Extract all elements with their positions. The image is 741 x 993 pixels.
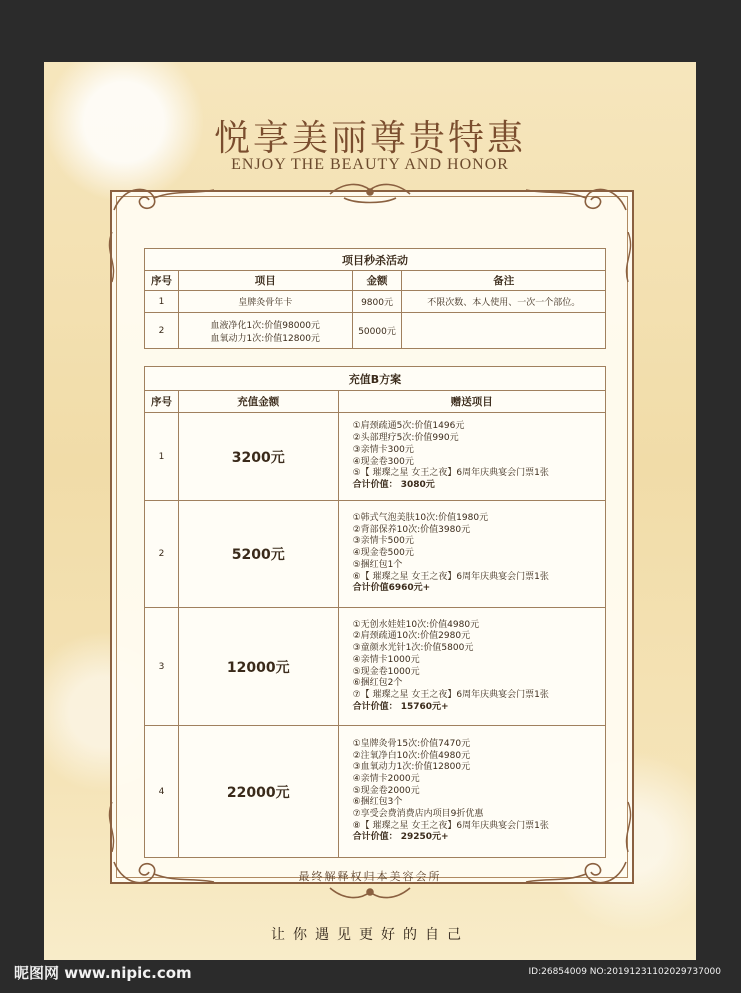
gift-total: 合计价值： 29250元+	[352, 832, 449, 843]
page-subtitle: ENJOY THE BEAUTY AND HONOR	[231, 156, 509, 173]
row-number: 4	[145, 726, 179, 858]
table-row	[145, 313, 606, 349]
gift-item: ②背部保养10次:价值3980元	[352, 524, 471, 535]
gift-item: ③童颜水光针1次:价值5800元	[352, 643, 474, 654]
item-line: 血液净化1次:价值98000元	[210, 320, 320, 331]
gift-item: ①无创水娃娃10次:价值4980元	[352, 619, 480, 630]
gift-total: 合计价值： 15760元+	[352, 701, 449, 712]
recharge-amount: 5200元	[178, 501, 338, 608]
gift-item: ④现金卷300元	[352, 456, 414, 467]
gift-item: ③亲情卡300元	[352, 444, 414, 455]
recharge-amount: 3200元	[178, 413, 338, 501]
gift-item: ②肩颈疏通10次:价值2980元	[352, 631, 471, 642]
item-name	[178, 313, 352, 349]
row-number: 1	[145, 291, 179, 313]
item-note: 不限次数、本人使用、一次一个部位。	[402, 291, 606, 313]
disclaimer: 最终解释权归本美容会所	[298, 870, 442, 883]
page-title: 悦享美丽尊贵特惠	[213, 118, 526, 159]
recharge-amount: 22000元	[178, 726, 338, 858]
gift-item: ⑤【 璀璨之星 女王之夜】6周年庆典宴会门票1张	[352, 468, 549, 479]
gift-item: ⑧【 璀璨之星 女王之夜】6周年庆典宴会门票1张	[352, 820, 549, 831]
gift-item: ⑥捆红包2个	[352, 678, 403, 689]
watermark-id: ID:26854009 NO:20191231102029737000	[528, 967, 721, 977]
watermark-logo: 昵图网 www.nipic.com	[14, 964, 192, 982]
column-header: 序号	[145, 391, 179, 413]
row-number: 2	[145, 313, 179, 349]
table-row	[145, 501, 606, 608]
gift-item: ④亲情卡1000元	[352, 654, 420, 665]
row-number: 2	[145, 501, 179, 608]
gift-item: ②头部理疗5次:价值990元	[352, 433, 459, 444]
gift-total: 合计价值： 3080元	[352, 479, 435, 490]
gift-item: ⑤现金卷1000元	[352, 666, 420, 677]
column-header: 赠送项目	[338, 391, 605, 413]
gift-item: ⑦【 璀璨之星 女王之夜】6周年庆典宴会门票1张	[352, 689, 549, 700]
gift-list	[338, 413, 605, 501]
recharge-plan-table	[144, 366, 606, 858]
gift-item: ⑤现金卷2000元	[352, 785, 420, 796]
recharge-amount: 12000元	[178, 608, 338, 726]
gift-total: 合计价值6960元+	[352, 583, 431, 594]
item-name: 皇牌灸骨年卡	[178, 291, 352, 313]
table-row	[145, 726, 606, 858]
column-header: 金额	[352, 271, 402, 291]
item-note	[402, 313, 606, 349]
table-row	[145, 291, 606, 313]
gift-item: ①肩颈疏通5次:价值1496元	[352, 421, 465, 432]
gift-item: ④亲情卡2000元	[352, 773, 420, 784]
item-price: 9800元	[352, 291, 402, 313]
item-price: 50000元	[352, 313, 402, 349]
slogan: 让你遇见更好的自己	[271, 927, 469, 943]
top-ornament-icon	[104, 180, 636, 220]
gift-item: ①韩式气泡美肤10次:价值1980元	[352, 513, 489, 524]
row-number: 3	[145, 608, 179, 726]
plan-title: 充值B方案	[145, 367, 606, 391]
gift-item: ⑥【 璀璨之星 女王之夜】6周年庆典宴会门票1张	[352, 571, 549, 582]
table-row	[145, 608, 606, 726]
column-header: 充值金额	[178, 391, 338, 413]
gift-item: ⑤捆红包1个	[352, 559, 403, 570]
gift-list	[338, 608, 605, 726]
gift-item: ①皇牌灸骨15次:价值7470元	[352, 738, 471, 749]
gift-item: ③血氧动力1次:价值12800元	[352, 762, 471, 773]
gift-item: ④现金卷500元	[352, 548, 414, 559]
column-header: 备注	[402, 271, 606, 291]
row-number: 1	[145, 413, 179, 501]
poster	[44, 62, 696, 960]
gift-list	[338, 501, 605, 608]
gift-list	[338, 726, 605, 858]
gift-item: ②注氧净白10次:价值4980元	[352, 750, 471, 761]
table-row	[145, 413, 606, 501]
item-line: 血氧动力1次:价值12800元	[210, 333, 320, 344]
flash-sale-title: 项目秒杀活动	[145, 249, 606, 271]
gift-item: ③亲情卡500元	[352, 536, 414, 547]
column-header: 序号	[145, 271, 179, 291]
column-header: 项目	[178, 271, 352, 291]
flash-sale-table	[144, 248, 606, 349]
gift-item: ⑦享受会费消费店内项目9折优惠	[352, 809, 484, 820]
gift-item: ⑥捆红包3个	[352, 797, 403, 808]
